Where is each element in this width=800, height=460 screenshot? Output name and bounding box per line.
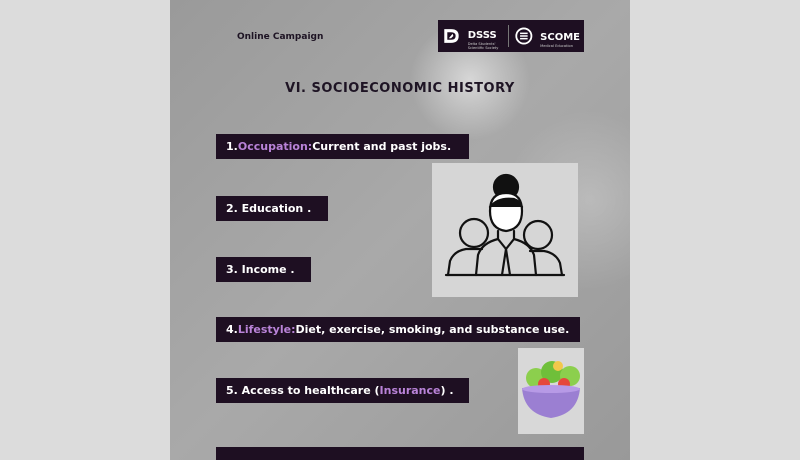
item-text: Diet, exercise, smoking, and substance use.: [295, 323, 570, 336]
salad-bowl-icon: [518, 348, 584, 434]
dsss-logo-icon: [442, 23, 462, 49]
slide: [170, 0, 630, 460]
item-prefix: 2. Education .: [226, 202, 312, 215]
scome-logo-text: SCOME: [540, 31, 580, 43]
item-occupation: [216, 134, 469, 159]
item-prefix: 4.: [226, 323, 238, 336]
item-text: Current and past jobs.: [312, 140, 452, 153]
item-lifestyle: [216, 317, 580, 342]
dsss-logo-sub: Delta Students' Scientific Society: [467, 41, 499, 50]
logos: [438, 20, 584, 52]
item-prefix: 1.: [226, 140, 238, 153]
item-healthcare: [216, 378, 469, 403]
item-education: [216, 196, 328, 221]
item-highlight: Occupation:: [237, 140, 313, 153]
bottom-bar: [216, 447, 584, 460]
item-highlight: Lifestyle:: [237, 323, 296, 336]
logo-separator: [508, 25, 509, 47]
section-title: VI. SOCIOECONOMIC HISTORY: [285, 81, 515, 96]
campaign-label: Online Campaign: [237, 32, 324, 42]
item-prefix: 5. Access to healthcare (: [226, 384, 380, 397]
item-income: [216, 257, 311, 282]
scome-logo-icon: [514, 23, 534, 49]
people-panel: [432, 163, 578, 297]
scome-logo-sub: Medical Education: [540, 43, 573, 48]
dsss-logo-text: DSSS: [467, 29, 497, 41]
item-text: ) .: [440, 384, 454, 397]
item-highlight: Insurance: [379, 384, 441, 397]
people-group-icon: [432, 163, 578, 297]
item-prefix: 3. Income .: [226, 263, 295, 276]
